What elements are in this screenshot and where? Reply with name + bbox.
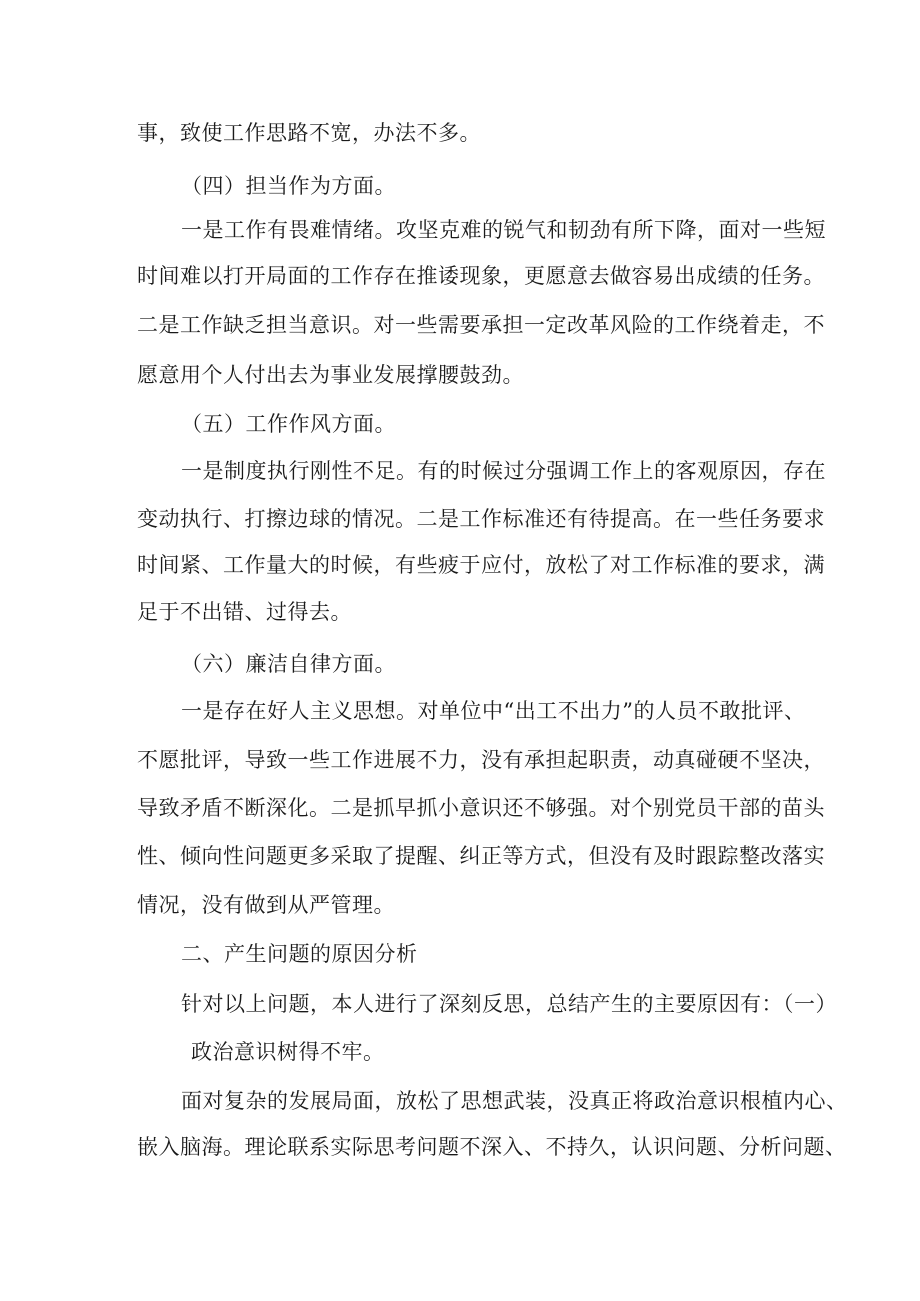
chapter-heading: 二、产生问题的原因分析 [181, 942, 418, 966]
body-line: 嵌入脑海。理论联系实际思考问题不深入、不持久，认识问题、分析问题、 [137, 1135, 847, 1159]
section-heading-5: （五）工作作风方面。 [181, 412, 396, 436]
body-line: 愿意用个人付出去为事业发展撑腰鼓劲。 [137, 363, 524, 387]
body-line: 二是工作缺乏担当意识。对一些需要承担一定改革风险的工作绕着走，不 [137, 313, 825, 337]
section-heading-4: （四）担当作为方面。 [181, 174, 396, 198]
body-line: 情况，没有做到从严管理。 [137, 893, 395, 917]
body-line: 时间紧、工作量大的时候，有些疲于应付，放松了对工作标准的要求，满 [137, 553, 825, 577]
subsection-heading-1: 政治意识树得不牢。 [191, 1040, 385, 1064]
body-line: 针对以上问题，本人进行了深刻反思，总结产生的主要原因有：（一） [181, 992, 837, 1016]
body-line: 变动执行、打擦边球的情况。二是工作标准还有待提高。在一些任务要求 [137, 507, 825, 531]
body-line: 一是存在好人主义思想。对单位中“出工不出力”的人员不敢批评、 [181, 699, 806, 723]
body-line: 性、倾向性问题更多采取了提醒、纠正等方式，但没有及时跟踪整改落实 [137, 844, 825, 868]
body-line: 时间难以打开局面的工作存在推诿现象，更愿意去做容易出成绩的任务。 [137, 264, 825, 288]
body-line: 一是制度执行刚性不足。有的时候过分强调工作上的客观原因，存在 [181, 459, 826, 483]
body-line: 面对复杂的发展局面，放松了思想武装，没真正将政治意识根植内心、 [181, 1089, 848, 1113]
body-line: 事，致使工作思路不宽，办法不多。 [137, 121, 481, 145]
body-line: 一是工作有畏难情绪。攻坚克难的锐气和韧劲有所下降，面对一些短 [181, 218, 826, 242]
body-line: 导致矛盾不断深化。二是抓早抓小意识还不够强。对个别党员干部的苗头 [137, 796, 825, 820]
section-heading-6: （六）廉洁自律方面。 [181, 652, 396, 676]
body-line: 不愿批评，导致一些工作进展不力，没有承担起职责，动真碰硬不坚决， [137, 748, 825, 772]
body-line: 足于不出错、过得去。 [137, 600, 352, 624]
